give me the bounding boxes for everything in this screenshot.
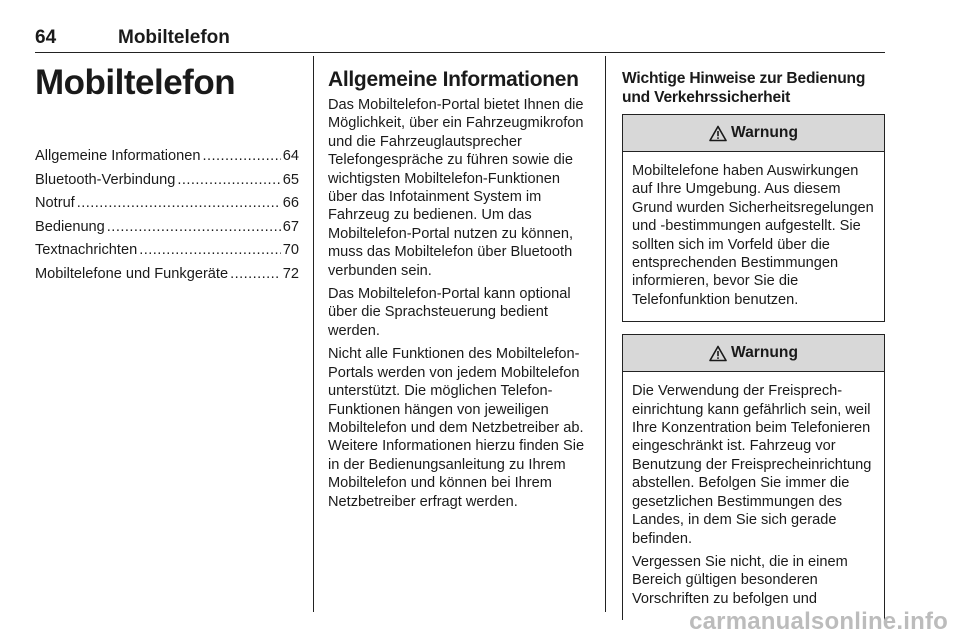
running-title: Mobiltelefon <box>118 27 230 48</box>
body-paragraph: Das Mobiltelefon-Portal kann optional über die Sprachsteuerung bedient werden. <box>328 286 571 339</box>
body-paragraph: Das Mobiltelefon-Portal bietet Ihnen die Möglichkeit, über ein Fahrzeugmikrofon und die Fahrzeuglautsprecher Telefongespräche zu führen sowie die wichtigsten Mobiltelefon-Funktionen über das Infotainment System im Fahrzeug zu bedienen. Um das Mobiltelefon-Portal nutzen zu können, muss das Mobiltelefon über Bluetooth verbunden sein. <box>328 97 584 279</box>
header-rule <box>35 52 885 53</box>
section-title: Allgemeine Informationen <box>328 68 579 91</box>
toc-label: Textnachrichten <box>35 242 138 258</box>
toc-entry[interactable] <box>35 172 299 196</box>
warning-header <box>623 115 884 152</box>
warning-triangle-icon <box>709 345 727 362</box>
watermark: carmanualsonline.info <box>689 608 948 635</box>
toc-page: 64 <box>282 148 299 164</box>
column-divider-1 <box>313 56 314 612</box>
column-safety <box>622 60 885 632</box>
table-of-contents <box>35 148 299 289</box>
column-toc <box>35 60 299 289</box>
toc-page: 72 <box>282 265 299 282</box>
toc-leader <box>107 219 281 235</box>
warning-triangle-icon <box>709 125 727 142</box>
warning-label: Warnung <box>731 344 798 362</box>
toc-page: 66 <box>282 195 299 211</box>
toc-entry[interactable] <box>35 219 299 243</box>
toc-entry[interactable] <box>35 148 299 172</box>
toc-leader <box>77 195 281 211</box>
page-header <box>35 26 885 50</box>
warning-header <box>623 335 884 372</box>
page-number: 64 <box>35 27 57 48</box>
toc-leader <box>230 266 281 282</box>
warning-box <box>622 114 885 322</box>
warning-label: Warnung <box>731 124 798 141</box>
warning-body <box>623 372 884 620</box>
toc-label: Mobiltelefone und Funkgeräte <box>35 265 229 282</box>
warning-text: Die Verwendung der Freisprecheinrichtung kann gefährlich sein, weil Ihre Konzentration beim Telefonieren eingeschränkt ist. Fahrzeug vor Benutzung der Freisprecheinrichtung abstellen. Befolgen Sie immer die gesetzlichen Bestimmungen des Landes, in dem Sie sich gerade befinden. <box>632 383 872 547</box>
warning-body <box>623 152 884 321</box>
toc-page: 65 <box>282 171 299 188</box>
toc-leader <box>139 242 281 258</box>
warning-box <box>622 334 885 620</box>
toc-page: 67 <box>282 218 299 235</box>
toc-entry[interactable] <box>35 195 299 219</box>
warning-text: Mobiltelefone haben Auswirkungen auf Ihre Umgebung. Aus diesem Grund wurden Sicherheitsregelungen und -bestimmungen aufgestellt. Sie sollten sich im Vorfeld über die entsprechenden Bestimmungen informieren, bevor Sie die Telefonfunktion benutzen. <box>632 163 874 308</box>
toc-label: Allgemeine Informationen <box>35 148 201 164</box>
toc-page: 70 <box>282 242 299 258</box>
subsection-title: Wichtige Hinweise zur Bedienung und Verkehrssicherheit <box>622 70 866 106</box>
toc-label: Bluetooth-Verbindung <box>35 171 176 188</box>
toc-leader <box>203 148 281 164</box>
toc-label: Notruf <box>35 195 75 211</box>
warning-text: Vergessen Sie nicht, die in einem Bereich gültigen besonderen Vorschriften zu befolgen und <box>632 553 848 607</box>
body-paragraph: Nicht alle Funktionen des Mobiltelefon-Portals werden von jedem Mobiltelefon unterstützt. Die möglichen Telefon-Funktionen hängen von jeweiligen Mobiltelefon und dem Netzbetreiber ab. Weitere Informationen hierzu finden Sie in der Bedienungsanleitung zu Ihrem Mobiltelefon und können bei Ihrem Netzbetreiber erfragt werden. <box>328 346 585 510</box>
column-general-info <box>328 60 593 516</box>
column-divider-2 <box>605 56 606 612</box>
toc-leader <box>177 172 280 188</box>
toc-entry[interactable] <box>35 242 299 266</box>
toc-entry[interactable] <box>35 266 299 290</box>
toc-label: Bedienung <box>35 218 105 235</box>
chapter-title: Mobiltelefon <box>35 63 236 102</box>
